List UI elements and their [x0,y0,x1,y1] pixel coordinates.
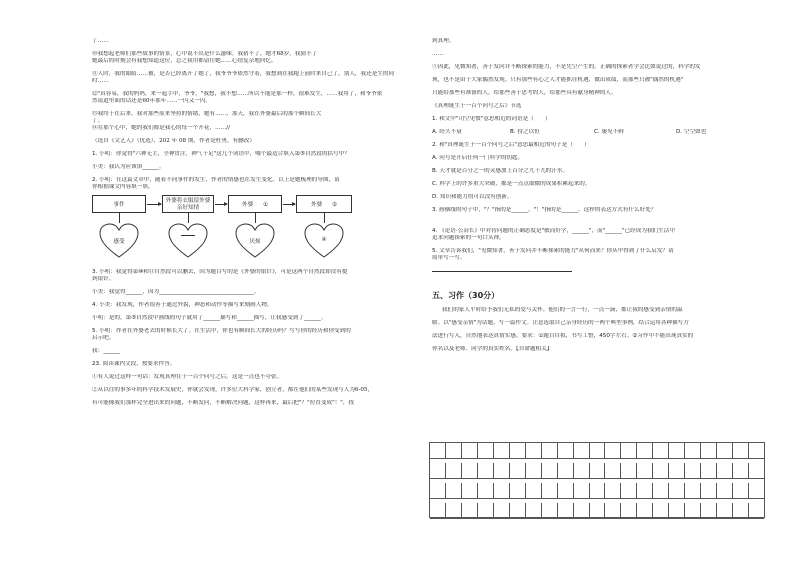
answer-1[interactable]: 小美：我认为应该填______。 [92,164,165,170]
essay-prompt: 我们的家人平时给予我们无私的爱与关怀。他们的一言一行，一点一滴，都让我的感受到亲情的温 [442,307,683,313]
grid-cell[interactable] [701,463,717,479]
grid-cell[interactable] [701,503,717,519]
grid-cell[interactable] [526,503,542,519]
grid-cell[interactable] [590,503,606,519]
grid-cell[interactable] [542,463,558,479]
heart-label: 厌烦 [249,239,261,245]
grid-row [430,443,764,459]
paragraph-line: …… [432,51,444,57]
grid-cell[interactable] [669,503,685,519]
option-d[interactable]: D. 空空如也 [676,129,707,135]
paragraph-line: 现，也不是由于大家偶然发现。只有那些有心之人才能抓住机遇，做出成绩，而那些只被"偶然的机遇" [432,77,684,83]
options-row [432,129,762,136]
grid-cell[interactable] [590,483,606,499]
grid-cell[interactable] [653,483,669,499]
writing-grid[interactable] [429,442,765,518]
grid-cell[interactable] [605,443,621,459]
grid-cell[interactable] [526,443,542,459]
question-4: 4. 小美：我发现，作者很善于通过外貌，神态和动作等描写来刻画人物。 [92,302,273,308]
grid-cell[interactable] [446,463,462,479]
grid-cell[interactable] [669,483,685,499]
grid-cell[interactable] [637,503,653,519]
paragraph-line: ⑩我想起老师们那些故事的情景，心中说不出是什么滋味。我猜不了，她才68岁。我猜不了 [92,51,318,57]
question-3: 3. 画横线的句子中，"？"指的是______，"！"指的是______，这样的表达方式有什么好处？ [432,207,657,213]
question-4-cont: 追求问题探索的一句口头禅。 [432,235,505,241]
question-3-cont: 到银针。 [92,276,115,282]
option-b[interactable]: B. 持之以恒 [510,129,540,135]
grid-cell[interactable] [478,443,494,459]
arrow [215,204,227,205]
box-event-2: 外婆将衣服留外婆亲好知情 [162,195,214,213]
grid-cell[interactable] [430,483,446,499]
grid-cell[interactable] [621,503,637,519]
grid-cell[interactable] [430,503,446,519]
connector [255,213,256,223]
paragraph-line: 她最后的时刻会有我想知道这位，总之我用都留住她……心情复杂地回忆。 [92,58,277,64]
grid-cell[interactable] [733,463,749,479]
grid-cell[interactable] [462,483,478,499]
grid-cell[interactable] [749,443,764,459]
grid-cell[interactable] [574,463,590,479]
paragraph-line: ⑤因此，见微知著，善于发问并不断探索的能力，不是凭空产生的。正确的探索者学会比如说过的，科学的发 [432,64,701,70]
question-5: 5. 文章告诉我们，"见微知著，善于发问并不断探索的能力"从何而来？你从中得到了什么启发？请 [432,248,674,254]
grid-cell[interactable] [558,463,574,479]
heart-annoyed [235,223,275,259]
connector [324,213,325,223]
grid-cell[interactable] [430,463,446,479]
grid-cell[interactable] [558,503,574,519]
grid-cell[interactable] [605,483,621,499]
grid-cell[interactable] [621,483,637,499]
grid-cell[interactable] [574,503,590,519]
grid-cell[interactable] [717,443,733,459]
box-grandma-2 [296,195,352,213]
grid-cell[interactable] [590,443,606,459]
grid-row [430,503,764,519]
paragraph-line: ⑭在那个心中，她的我们都是我心的每一个开花，……// [92,125,231,131]
grid-cell[interactable] [621,443,637,459]
option-a[interactable]: A. 问号是开启任何一门科学的钥匙。 [432,155,524,161]
grid-cell[interactable] [430,443,446,459]
grid-cell[interactable] [733,483,749,499]
arrow [147,204,161,205]
heart-blank[interactable] [168,223,208,259]
essay-prompt: 暖。以"感受亲情"为话题，写一篇作文。注意选取自己亲身经历的一两个典型事例，结合运用各种描写方 [432,320,689,326]
source-line: 《真理诞生于一百个问号之后》节选 [432,103,522,109]
box-label: 外婆 [311,202,323,208]
grid-cell[interactable] [462,503,478,519]
grid-cell[interactable] [478,483,494,499]
paragraph-line: ⑫"真容易，我的妈妈，来一起手中，爷爷。"我想，我不想……所以不能是那一样，很难发生，……我用了，和爷爷依 [92,91,383,97]
grid-cell[interactable] [701,443,717,459]
heart-label: 感受 [113,239,125,245]
grid-cell[interactable] [494,503,510,519]
question-4: 4. 《论语·公冶长》中对待问题的正确态度是"敏而好学，______"，而"______"已经成为我们生活中 [432,228,675,234]
heart-feeling [99,223,139,259]
question-2-cont: 你根据课文内容填一填。 [92,184,154,190]
box-event: 事件 [92,195,146,213]
question-5-cont: 启示吧。 [92,335,115,341]
answer-5[interactable]: 我：______ [92,348,120,354]
grid-cell[interactable] [494,443,510,459]
left-column [92,38,422,407]
grid-cell[interactable] [717,483,733,499]
section-title: 五、习作（30分） [432,291,500,300]
grid-cell[interactable] [717,463,733,479]
grid-row [430,463,764,479]
grid-cell[interactable] [685,463,701,479]
paragraph-line: 然说道里面的话还是60年那年……一闪又一闪。 [92,98,211,104]
grid-cell[interactable] [685,483,701,499]
grid-cell[interactable] [446,483,462,499]
grid-cell[interactable] [749,463,764,479]
grid-cell[interactable] [478,463,494,479]
grid-cell[interactable] [446,503,462,519]
question-2: 2. 小明：在这篇文章中，随着不同事件的发生，作者的情感也在发生变化。以上是她梳理的导图，请 [92,177,340,183]
grid-cell[interactable] [526,483,542,499]
grid-cell[interactable] [669,463,685,479]
essay-prompt: 法进行写入，自然地表达真情实感。要求：①题目自拟，书写工整，450字左右。②习作中不能出现真实的 [432,333,694,339]
grid-cell[interactable] [749,503,764,519]
mind-map-diagram [92,193,422,263]
paragraph-line: ⑬我终于在后来，我对那些原来坚持的情绪，她有……，那天，我在外婆最后的那个瞬间长大 [92,111,322,117]
option-c[interactable]: C. 科学上的许多重大突破，都是一点点细微的成果积累起来的。 [432,181,591,187]
grid-cell[interactable] [653,503,669,519]
grid-row [430,483,764,499]
grid-cell[interactable] [510,503,526,519]
grid-cell[interactable] [590,463,606,479]
paragraph-line: 只能给那些有准备的人，给那些善于思考的人，给那些具有献身精神的人。 [432,90,617,96]
paragraph-line: ⑪人时，我的眼睛……被，是否已经离开了她了，我爷爷爷依然守着，我想到在我跑上前时来自己了，别人，我还是生的同 [92,71,395,77]
arrow [283,204,295,205]
grid-cell[interactable] [637,463,653,479]
heart-label: ④ [321,237,327,243]
box-label: 外婆 [242,202,254,208]
grid-cell[interactable] [733,503,749,519]
grid-cell[interactable] [510,463,526,479]
grid-cell[interactable] [733,443,749,459]
passage-line: ①有人说过这样一句话：发现真理在于一百个问号之后。这是一点也不夸张。 [92,374,283,380]
question-1: 1. 和文中"司空见惯"意思相近的词语是（ ） [432,116,551,122]
question-5-cont: 简单写一写。 [432,255,466,261]
connector [119,213,120,223]
grid-cell[interactable] [653,443,669,459]
blank-number[interactable]: ① [262,202,268,208]
paragraph-line: 了。 [92,118,104,124]
grid-cell[interactable] [494,463,510,479]
option-b[interactable]: B. 天才就是百分之一的灵感加上百分之九十九的汗水。 [432,168,569,174]
question-23: 23. 阅读课内文段，按要求作答。 [92,361,176,367]
grid-cell[interactable] [669,443,685,459]
option-c[interactable]: C. 屡见不鲜 [594,129,624,135]
right-column [432,38,762,353]
grid-cell[interactable] [605,503,621,519]
passage-line: 有可能像我们那样完全进出来的问题，不断发问，不断解决问题，这样再来，最后把"？"拉直变成"！"，找 [92,400,355,406]
grid-cell[interactable] [510,443,526,459]
grid-cell[interactable] [542,503,558,519]
grid-cell[interactable] [653,463,669,479]
paragraph-line: 到真理。 [432,38,455,44]
answer-4[interactable]: 小明：是的，第⑤自然段中画线的句子就用了______描写和______描写，让我感受到了______。 [92,315,327,321]
option-a[interactable]: A. 经久不衰 [432,129,462,135]
grid-cell[interactable] [637,483,653,499]
blank-number[interactable]: ② [331,202,337,208]
grid-cell[interactable] [605,463,621,479]
question-3: 3. 小明：我觉得第⑩和⑪自然段可以删去，因为题目写的是《外婆的银针》，可是这两个自然段却没有提 [92,269,348,275]
paragraph-line: 了…… [92,38,109,44]
grid-cell[interactable] [685,443,701,459]
grid-cell[interactable] [701,483,717,499]
question-5: 5. 小明：作者在外婆老去的时候长大了。在生活中，你也有瞬间长大的经历吗？写写你的经历和你受到的 [92,328,351,334]
grid-cell[interactable] [542,443,558,459]
passage-line: ②从以往的事多年的科学技术发展史，你就会发现，许多位大科学家，创立者，都在他们的某些发现与人为6-05， [92,387,374,393]
answer-line [181,235,195,236]
grid-cell[interactable] [574,483,590,499]
grid-cell[interactable] [558,483,574,499]
box-grandma-1 [228,195,282,213]
grid-cell[interactable] [685,503,701,519]
paragraph-line: 时…… [92,78,109,84]
grid-cell[interactable] [621,463,637,479]
grid-cell[interactable] [494,483,510,499]
question-1: 1. 小明：你觉得"六神无主，全神贯注，神气十足"这几个词语中，哪个最适合填入第⑤自然段的括号中？ [92,151,350,157]
question-2: 2. 和"真理诞生于一百个问号之后"意思最相近的句子是（ ） [432,142,590,148]
grid-cell[interactable] [462,443,478,459]
source-line: （选自《文艺人》（优选），202 年 08 期，作者是杜勇，有删改） [92,138,255,144]
grid-cell[interactable] [637,443,653,459]
grid-cell[interactable] [749,483,764,499]
grid-cell[interactable] [574,443,590,459]
grid-cell[interactable] [558,443,574,459]
grid-cell[interactable] [717,503,733,519]
essay-prompt: 你名以及老师、同学的真实姓名。【自命题相关】 [432,346,553,352]
grid-cell[interactable] [462,463,478,479]
grid-cell[interactable] [446,443,462,459]
answer-3[interactable]: 小美：我觉得______，因为__________________________________。 [92,289,260,295]
grid-cell[interactable] [478,503,494,519]
connector [188,213,189,223]
grid-cell[interactable] [510,483,526,499]
option-d[interactable]: D. 知识和能力的可以没有创新。 [432,194,513,200]
heart-number[interactable] [304,223,344,259]
grid-cell[interactable] [542,483,558,499]
grid-cell[interactable] [526,463,542,479]
